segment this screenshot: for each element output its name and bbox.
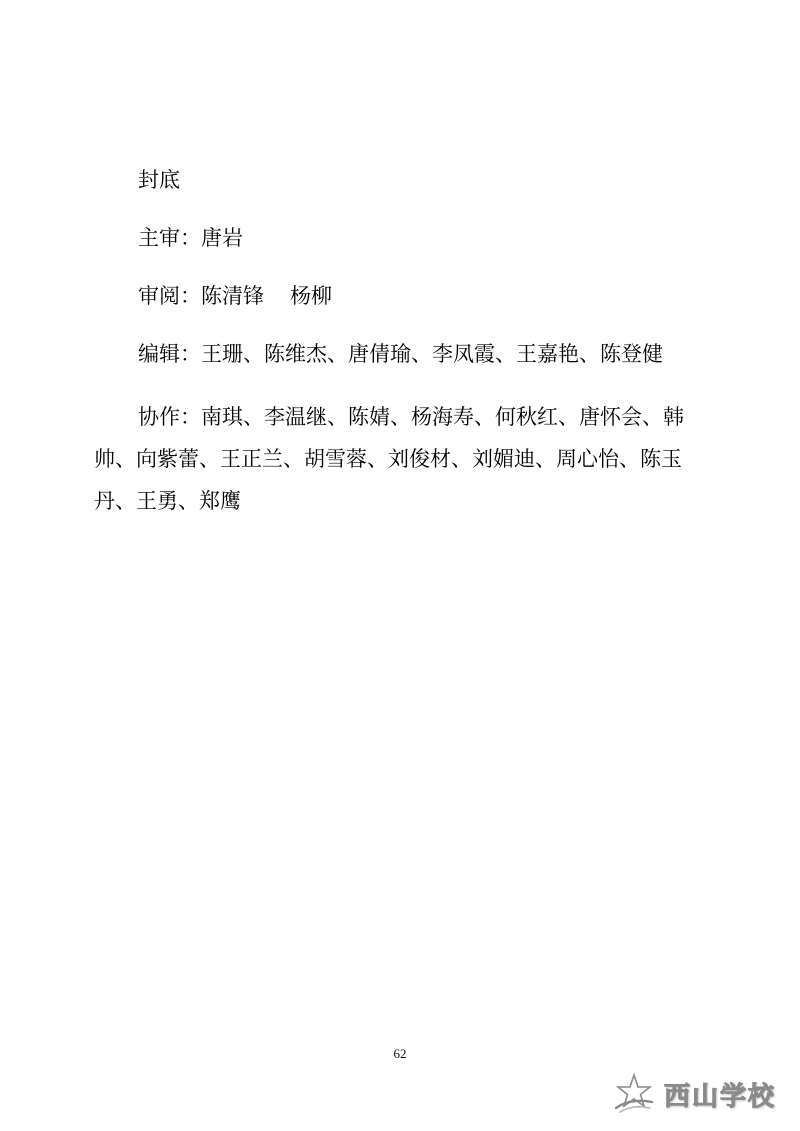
editors-line: 编辑：王珊、陈维杰、唐倩瑜、李凤霞、王嘉艳、陈登健 [138,342,663,366]
school-watermark [612,1071,776,1117]
heading-line: 封底 [138,168,180,192]
proofreading-line [94,280,706,312]
watermark-text: 西山学校 [663,1081,776,1112]
collaborators-paragraph: 协作：南琪、李温继、陈婧、杨海寿、何秋红、唐怀会、韩帅、向紫蕾、王正兰、胡雪蓉、刘俊材、刘媚迪、周心怡、陈玉丹、王勇、郑鹰 [94,405,684,513]
document-body [94,164,706,522]
page-number: 62 [393,1046,407,1061]
proofreading-second-name: 杨柳 [290,284,332,308]
proofreading-label: 审阅：陈清锋 [138,284,264,308]
star-swoosh-logo-icon [612,1072,656,1116]
reviewer-line: 主审：唐岩 [138,226,243,250]
